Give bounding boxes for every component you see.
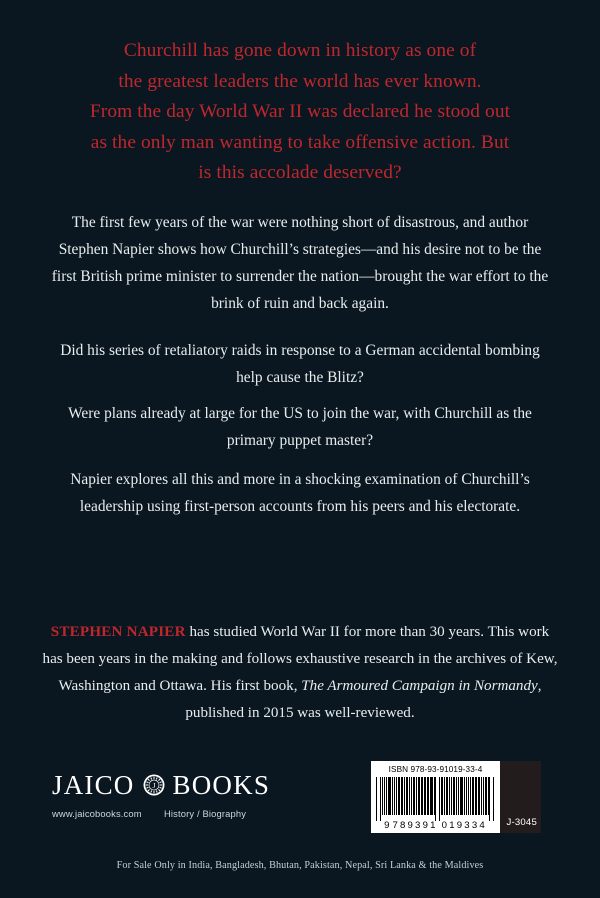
book-category: History / Biography xyxy=(164,808,247,819)
barcode-digit-group-one: 789391 xyxy=(392,820,438,831)
isbn-label: ISBN 978-93-91019-33-4 xyxy=(388,765,483,774)
author-bio xyxy=(42,619,558,727)
internal-code: J-3045 xyxy=(506,817,537,828)
previous-book-title: The Armoured Campaign in Normandy xyxy=(301,678,538,694)
headline-line: From the day World War II was declared he stood out xyxy=(89,101,511,122)
publisher-name-books: BOOKS xyxy=(172,769,271,800)
publisher-logo xyxy=(52,770,282,800)
paragraph-question-two: Were plans already at large for the US to join the war, with Churchill as the primary puppet master? xyxy=(68,405,532,449)
svg-text:J: J xyxy=(152,780,155,790)
barcode-block xyxy=(371,761,541,833)
barcode-digits xyxy=(371,820,500,831)
publisher-name-jaico: JAICO xyxy=(52,769,135,800)
publisher-meta xyxy=(52,808,282,819)
bio-text-after-title: , published in 2015 was well-reviewed. xyxy=(185,678,542,721)
headline-line: as the only man wanting to take offensive action. But xyxy=(90,131,510,153)
jaico-medallion-icon xyxy=(143,774,165,796)
paragraph-intro: The first few years of the war were nothing short of disastrous, and author Stephen Napier shows how Churchill’s strategies—and his desire not to be the first British prime minister to surrender the nation—brought the war effort to the brink of ruin and back again. xyxy=(51,214,549,312)
bio-text-before-title: has studied World War II for more than 30 years. This work has been years in the making and follows exhaustive research in the archives of Kew, Washington and Ottawa. His first book, xyxy=(42,624,558,694)
headline-line: the greatest leaders the world has ever known. xyxy=(118,70,482,92)
territory-restriction: For Sale Only in India, Bangladesh, Bhutan, Pakistan, Nepal, Sri Lanka & the Maldives xyxy=(116,860,484,871)
barcode-side-panel xyxy=(500,761,541,833)
paragraph-closing: Napier explores all this and more in a shocking examination of Churchill’s leadership using first-person accounts from his peers and his electorate. xyxy=(70,471,530,515)
barcode-digit-lead: 9 xyxy=(384,820,390,831)
headline-line: is this accolade deserved? xyxy=(198,162,402,183)
author-name: STEPHEN NAPIER xyxy=(50,624,186,640)
ean13-barcode xyxy=(371,761,500,833)
publisher-block xyxy=(52,770,282,819)
publisher-website[interactable]: www.jaicobooks.com xyxy=(52,808,142,819)
headline-blurb xyxy=(46,36,554,189)
headline-line: Churchill has gone down in history as one of xyxy=(123,40,477,61)
paragraph-question-one: Did his series of retaliatory raids in response to a German accidental bombing help cause the Blitz? xyxy=(60,342,540,386)
barcode-digit-group-two: 019334 xyxy=(441,820,487,831)
barcode-bars xyxy=(376,777,495,815)
